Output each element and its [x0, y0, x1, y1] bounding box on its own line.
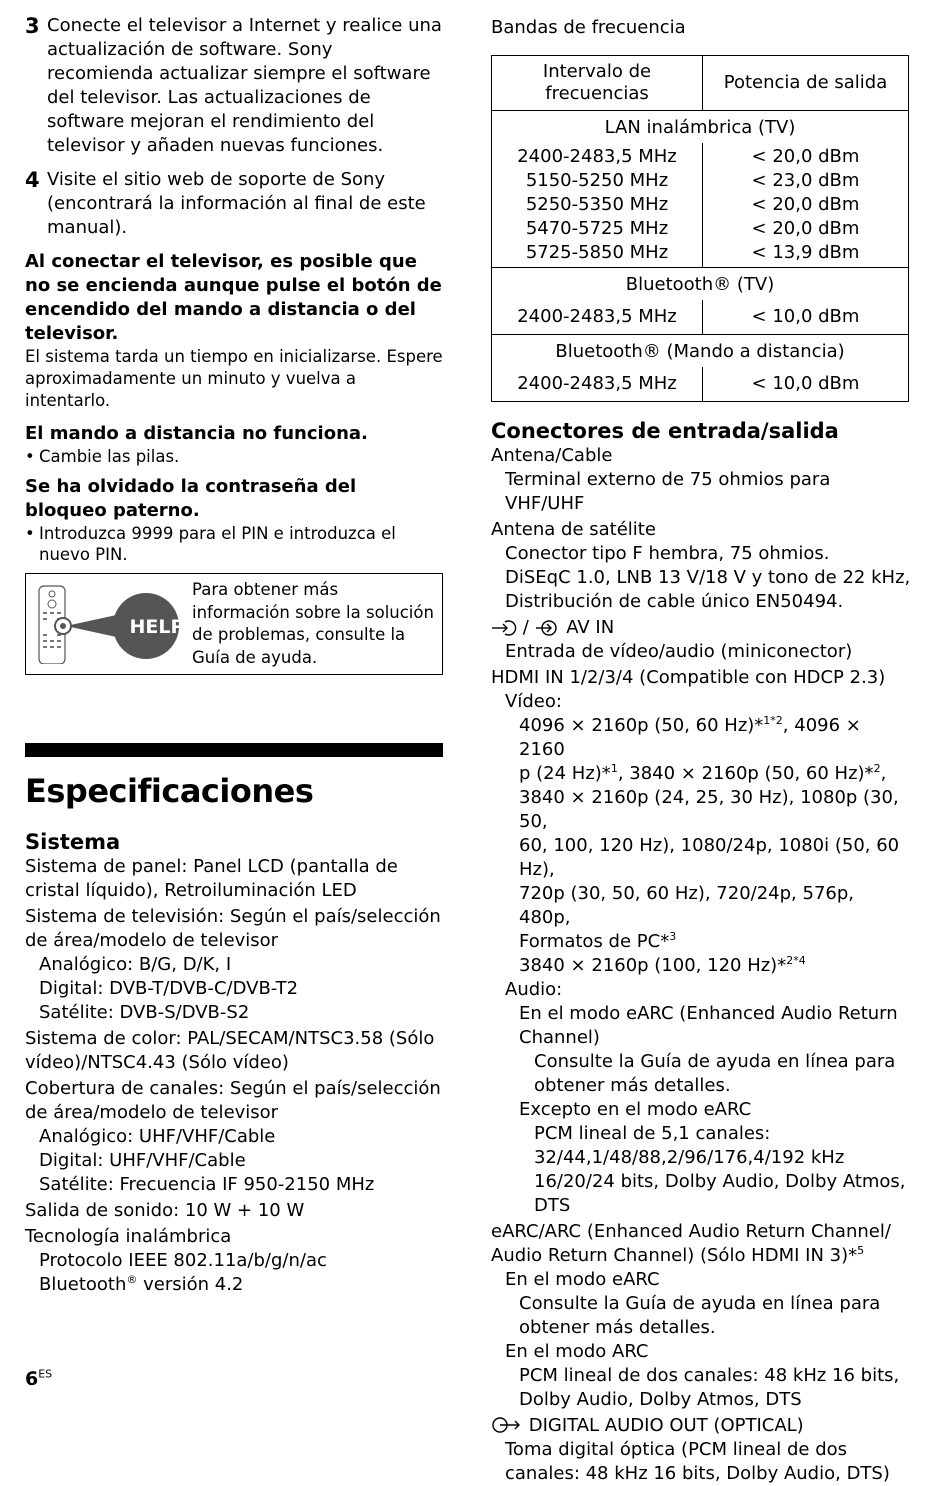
tv-digital: Digital: DVB-T/DVB-C/DVB-T2 [39, 978, 299, 999]
help-text: Para obtener más información sobre la solución de problemas, consulte la Guía de ayuda. [192, 580, 434, 667]
channel-coverage: Cobertura de canales: Según el país/selección de área/modelo de televisor [25, 1078, 441, 1123]
step-4 [25, 168, 443, 240]
satellite-label: Antena de satélite [491, 519, 656, 540]
step-number: 4 [25, 168, 40, 192]
range-cell: 2400-2483,5 MHz 5150-5250 MHz 5250-5350 MHz 5470-5725 MHz 5725-5850 MHz [492, 143, 703, 268]
table-section-row [492, 268, 909, 301]
satellite-desc-3: Distribución de cable único EN50494. [505, 591, 844, 612]
av-in-label: / AV IN [491, 616, 911, 640]
range-cell: 2400-2483,5 MHz [492, 367, 703, 402]
bluetooth-version: Bluetooth® versión 4.2 [39, 1273, 244, 1295]
tv-analog: Analógico: B/G, D/K, I [39, 954, 232, 975]
wireless-tech: Tecnología inalámbrica [25, 1226, 232, 1247]
pcm-51-text: PCM lineal de 5,1 canales: 32/44,1/48/88,2/96/176,4/192 kHz 16/20/24 bits, Dolby Audio, Dolby Atmos, DTS [534, 1123, 906, 1216]
earc-mode-label: En el modo eARC (Enhanced Audio Return Channel) [519, 1003, 898, 1048]
help-badge-label: HELP [129, 616, 185, 638]
answer-power: El sistema tarda un tiempo en inicializarse. Espere aproximadamente un minuto y vuelva a intentarlo. [25, 347, 443, 410]
satellite-desc-1: Conector tipo F hembra, 75 ohmios. [505, 543, 830, 564]
system-heading: Sistema [25, 830, 121, 854]
earc-arc-label: eARC/ARC (Enhanced Audio Return Channel/ Audio Return Channel) (Sólo HDMI IN 3)*$^5$ [491, 1221, 891, 1266]
earc-guide-text-2: Consulte la Guía de ayuda en línea para obtener más detalles. [519, 1293, 881, 1338]
section-divider-bar [25, 743, 443, 757]
question-password: Se ha olvidado la contraseña del bloqueo paterno. [25, 476, 357, 521]
step-number: 3 [25, 14, 40, 38]
pcm-2ch-text: PCM lineal de dos canales: 48 kHz 16 bits, Dolby Audio, Dolby Atmos, DTS [519, 1365, 900, 1410]
section-title: LAN inalámbrica (TV) [492, 111, 909, 144]
satellite-desc-2: DiSEqC 1.0, LNB 13 V/18 V y tono de 22 kHz, [505, 567, 911, 588]
video-formats: 4096 × 2160p (50, 60 Hz)*$^{1*2}$, 4096 × 2160 p (24 Hz)*$^1$, 3840 × 2160p (50, 60 Hz)*$^2$, 3840 × 2160p (24, 25, 30 Hz), 1080p (30, 50, 60, 100, 120 Hz), 1080/24p, 1080i (50, 60 Hz), 720p (30, 50, 60 Hz), 720/24p, 576p, 480p, Formatos de PC*$^3$ 3840 × 2160p (100, 120 Hz)*$^{2*4}$ [519, 714, 900, 976]
step-text: Conecte el televisor a Internet y realice una actualización de software. Sony recomienda actualizar siempre el software del televisor. Las actualizaciones de software mejoran el rendimiento del televisor y añaden nuevas funciones. [47, 15, 442, 156]
bullet-dot: • [25, 447, 35, 466]
table-section-row [492, 335, 909, 368]
digital-out-desc: Toma digital óptica (PCM lineal de dos canales: 48 kHz 16 bits, Dolby Audio, DTS) [505, 1439, 890, 1484]
panel-system: Sistema de panel: Panel LCD (pantalla de cristal líquido), Retroiluminación LED [25, 856, 398, 901]
power-cell: < 10,0 dBm [703, 300, 909, 335]
specifications-title: Especificaciones [25, 772, 314, 810]
step-3 [25, 14, 443, 158]
table-section-row [492, 111, 909, 144]
left-column [25, 14, 443, 1297]
right-column [491, 14, 911, 1486]
tv-system: Sistema de televisión: Según el país/selección de área/modelo de televisor [25, 906, 441, 951]
header-power: Potencia de salida [703, 56, 909, 111]
arc-mode-label: En el modo ARC [505, 1341, 649, 1362]
bullet-remote [25, 446, 443, 467]
power-cell: < 10,0 dBm [703, 367, 909, 402]
table-row [492, 300, 909, 335]
audio-label: Audio: [505, 979, 563, 1000]
power-cell: < 20,0 dBm < 23,0 dBm < 20,0 dBm < 20,0 dBm < 13,9 dBm [703, 143, 909, 268]
question-power: Al conectar el televisor, es posible que no se encienda aunque pulse el botón de encendido del mando a distancia o del televisor. [25, 251, 442, 344]
table-header-row [492, 56, 909, 111]
wireless-protocol: Protocolo IEEE 802.11a/b/g/n/ac [39, 1250, 327, 1271]
connectors-heading: Conectores de entrada/salida [491, 419, 839, 443]
step-text: Visite el sitio web de soporte de Sony (encontrará la información al final de este manual). [47, 169, 426, 238]
sound-output: Salida de sonido: 10 W + 10 W [25, 1200, 305, 1221]
bullet-text: Introduzca 9999 para el PIN e introduzca el nuevo PIN. [39, 524, 396, 564]
help-box [25, 573, 443, 675]
bullet-dot: • [25, 524, 35, 543]
range-cell: 2400-2483,5 MHz [492, 300, 703, 335]
table-row [492, 367, 909, 402]
bands-title: Bandas de frecuencia [491, 17, 686, 38]
section-title: Bluetooth® (Mando a distancia) [492, 335, 909, 368]
header-range: Intervalo de frecuencias [492, 56, 703, 111]
except-earc-label: Excepto en el modo eARC [519, 1099, 752, 1120]
coverage-analog: Analógico: UHF/VHF/Cable [39, 1126, 276, 1147]
hdmi-label: HDMI IN 1/2/3/4 (Compatible con HDCP 2.3) [491, 667, 886, 688]
earc-guide-text: Consulte la Guía de ayuda en línea para obtener más detalles. [534, 1051, 896, 1096]
section-title: Bluetooth® (TV) [492, 268, 909, 301]
coverage-digital: Digital: UHF/VHF/Cable [39, 1150, 246, 1171]
digital-out-label: DIGITAL AUDIO OUT (OPTICAL) [491, 1414, 911, 1438]
input-arrow-icon [535, 620, 561, 636]
table-row [492, 143, 909, 268]
av-in-desc: Entrada de vídeo/audio (miniconector) [505, 641, 853, 662]
tv-satellite: Satélite: DVB-S/DVB-S2 [39, 1002, 250, 1023]
bullet-password [25, 523, 443, 565]
coverage-satellite: Satélite: Frecuencia IF 950-2150 MHz [39, 1174, 375, 1195]
question-remote: El mando a distancia no funciona. [25, 423, 368, 444]
color-system: Sistema de color: PAL/SECAM/NTSC3.58 (Sólo vídeo)/NTSC4.43 (Sólo vídeo) [25, 1028, 435, 1073]
input-arrow-icon [491, 620, 517, 636]
bullet-text: Cambie las pilas. [39, 447, 180, 466]
antenna-desc: Terminal externo de 75 ohmios para VHF/UHF [505, 469, 831, 514]
frequency-table [491, 55, 909, 402]
video-label: Vídeo: [505, 691, 562, 712]
antenna-label: Antena/Cable [491, 445, 613, 466]
optical-output-icon [491, 1416, 523, 1434]
earc-mode-label-2: En el modo eARC [505, 1269, 660, 1290]
page-number: $6^{ES}$ [25, 1367, 53, 1390]
